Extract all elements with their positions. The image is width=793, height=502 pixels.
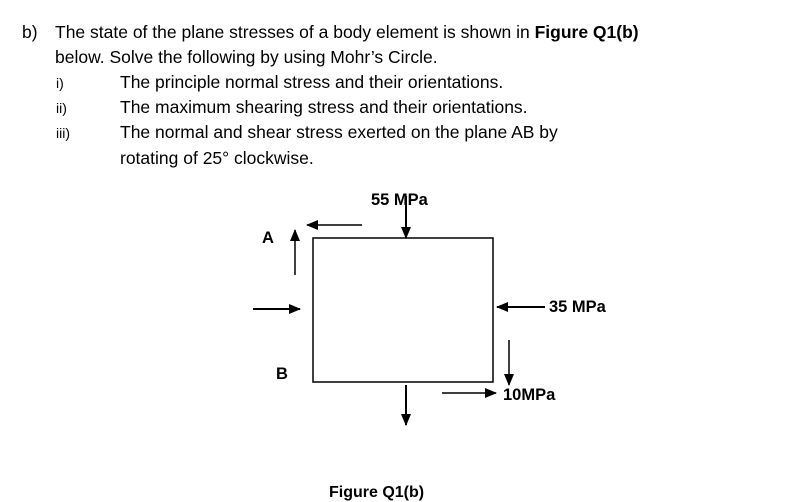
body-element-square [313, 238, 493, 382]
item-3-text-continued: rotating of 25° clockwise. [120, 148, 314, 168]
part-label: b) [22, 22, 38, 42]
item-2-text: The maximum shearing stress and their orientations. [120, 97, 528, 117]
intro-text: The state of the plane stresses of a body element is shown in [55, 22, 535, 42]
figure-reference: Figure Q1(b) [534, 22, 639, 42]
intro-line-2: below. Solve the following by using Mohr’s Circle. [55, 47, 438, 67]
item-3-number: iii) [56, 125, 70, 141]
item-1-number: i) [56, 75, 64, 91]
shear-stress-label: 10MPa [503, 386, 556, 404]
figure-caption: Figure Q1(b) [329, 484, 425, 501]
point-a-label: A [262, 229, 274, 247]
item-1-text: The principle normal stress and their orientations. [120, 72, 504, 92]
top-stress-label: 55 MPa [371, 191, 428, 209]
point-b-label: B [276, 365, 288, 383]
item-3-text: The normal and shear stress exerted on the plane AB by [120, 122, 558, 142]
right-stress-label: 35 MPa [549, 298, 606, 316]
item-2-number: ii) [56, 100, 67, 116]
